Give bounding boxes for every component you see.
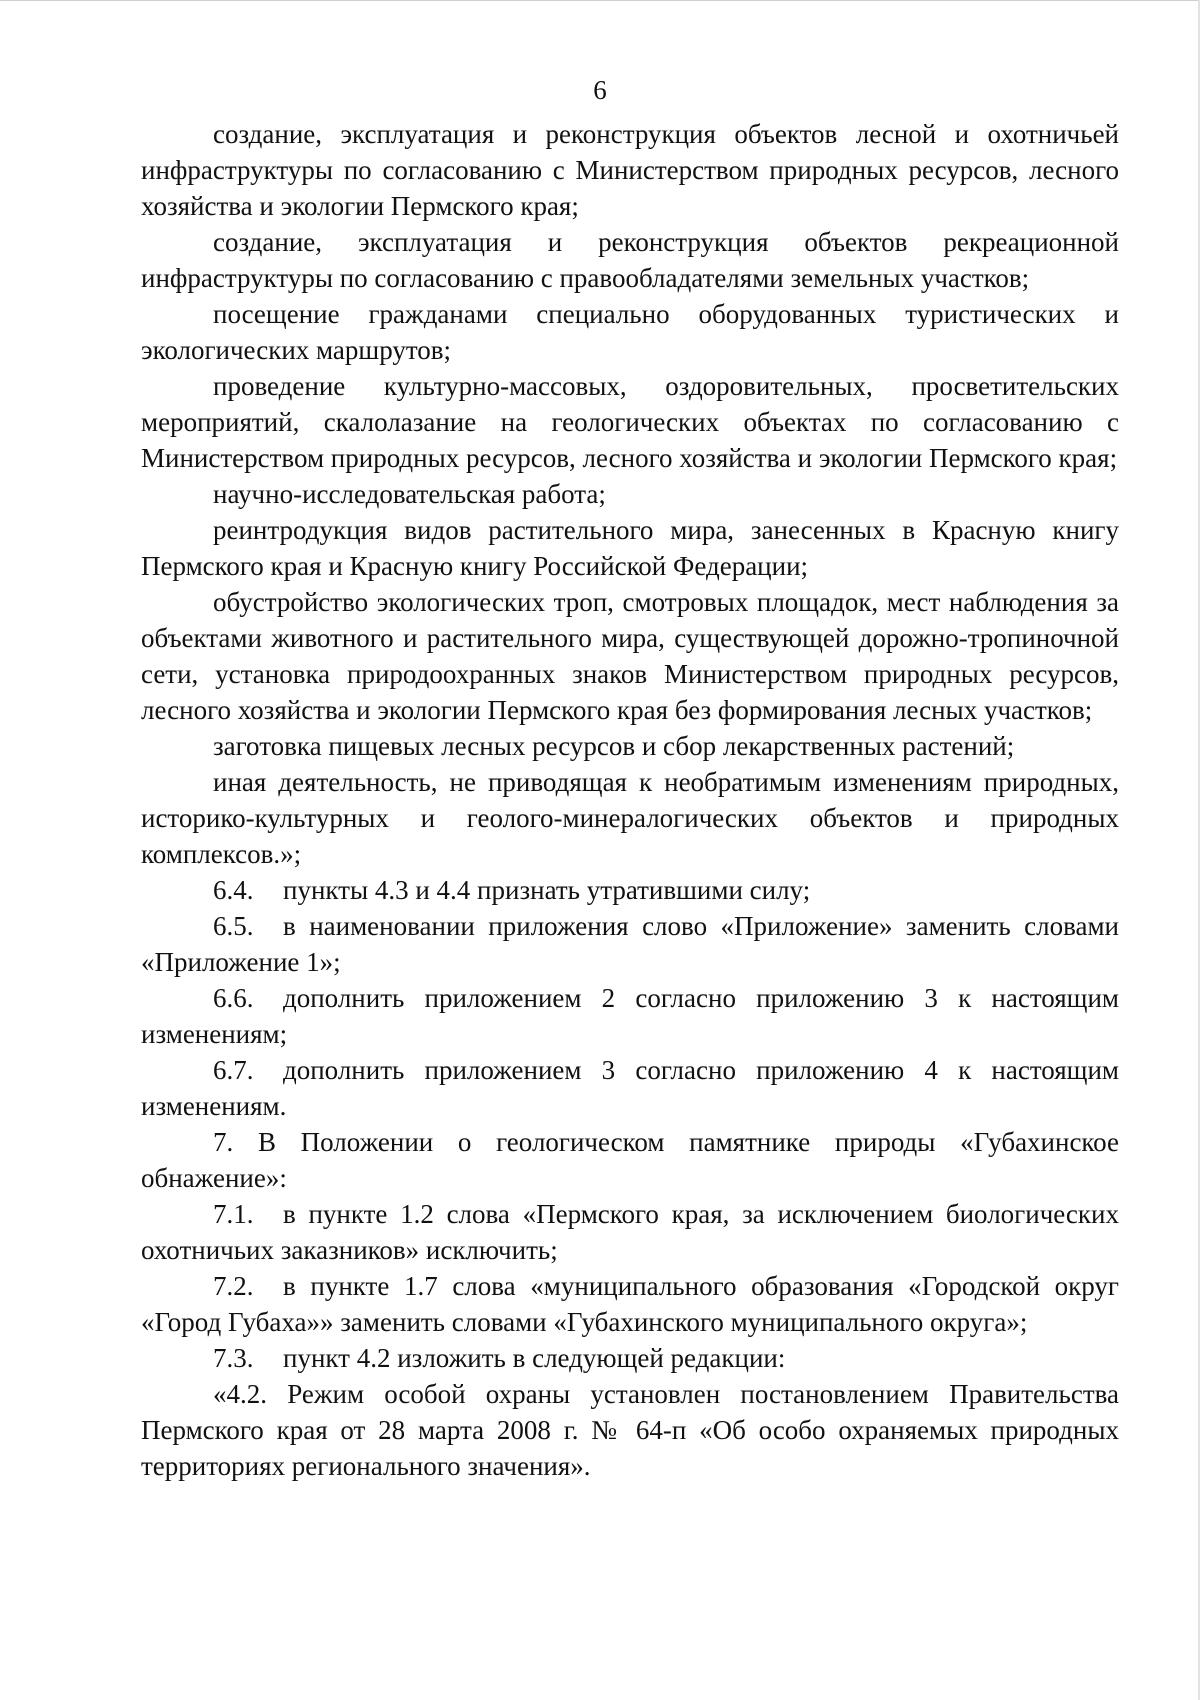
numbered-paragraph: 6.6. дополнить приложением 2 согласно приложению 3 к настоящим изменениям; [141, 980, 1119, 1052]
paragraph: «4.2. Режим особой охраны установлен постановлением Правительства Пермского края от 28 марта 2008 г. № 64-п «Об особо охраняемых природных территориях регионального значения». [141, 1379, 1119, 1481]
scan-edge-top [0, 0, 1200, 1]
paragraph: заготовка пищевых лесных ресурсов и сбор лекарственных растений; [213, 731, 1015, 761]
numbered-paragraph: 7.2. в пункте 1.7 слова «муниципального образования «Городской округ «Город Губаха»» заменить словами «Губахинского муниципального округа»; [141, 1268, 1119, 1340]
item-number: 6.5. [213, 911, 254, 941]
paragraph: создание, эксплуатация и реконструкция объектов лесной и охотничьей инфраструктуры по согласованию с Министерством природных ресурсов, лесного хозяйства и экологии Пермского края; [141, 119, 1119, 221]
paragraph: научно-исследовательская работа; [213, 479, 606, 509]
page-number: 6 [593, 75, 607, 105]
paragraph: посещение гражданами специально оборудованных туристических и экологических маршрутов; [141, 299, 1119, 365]
item-number: 7.1. [213, 1199, 254, 1229]
paragraph: реинтродукция видов растительного мира, занесенных в Красную книгу Пермского края и Красную книгу Российской Федерации; [141, 515, 1119, 581]
item-number: 6.4. [213, 875, 254, 905]
paragraph: иная деятельность, не приводящая к необратимым изменениям природных, историко-культурных и геолого-минералогических объектов и природных комплексов.»; [141, 767, 1119, 869]
numbered-paragraph: 6.4. пункты 4.3 и 4.4 признать утратившими силу; [141, 872, 1119, 908]
paragraph: проведение культурно-массовых, оздоровительных, просветительских мероприятий, скалолазание на геологических объектах по согласованию с Министерством природных ресурсов, лесного хозяйства и экологии Пермского края; [141, 371, 1119, 473]
item-number: 7.2. [213, 1271, 254, 1301]
numbered-paragraph: 6.5. в наименовании приложения слово «Приложение» заменить словами «Приложение 1»; [141, 908, 1119, 980]
section-paragraph: 7. В Положении о геологическом памятнике природы «Губахинское обнажение»: [141, 1127, 1119, 1193]
item-number: 7.3. [213, 1343, 254, 1373]
item-number: 6.6. [213, 983, 254, 1013]
item-number: 6.7. [213, 1055, 254, 1085]
numbered-paragraph: 7.1. в пункте 1.2 слова «Пермского края, за исключением биологических охотничьих заказников» исключить; [141, 1196, 1119, 1268]
paragraph: создание, эксплуатация и реконструкция объектов рекреационной инфраструктуры по согласованию с правообладателями земельных участков; [141, 227, 1119, 293]
document-body [141, 116, 1119, 1484]
numbered-paragraph: 6.7. дополнить приложением 3 согласно приложению 4 к настоящим изменениям. [141, 1052, 1119, 1124]
paragraph: обустройство экологических троп, смотровых площадок, мест наблюдения за объектами животного и растительного мира, существующей дорожно-тропиночной сети, установка природоохранных знаков Министерством природных ресурсов, лесного хозяйства и экологии Пермского края без формирования лесных участков; [141, 587, 1119, 725]
numbered-paragraph: 7.3. пункт 4.2 изложить в следующей редакции: [141, 1340, 1119, 1376]
